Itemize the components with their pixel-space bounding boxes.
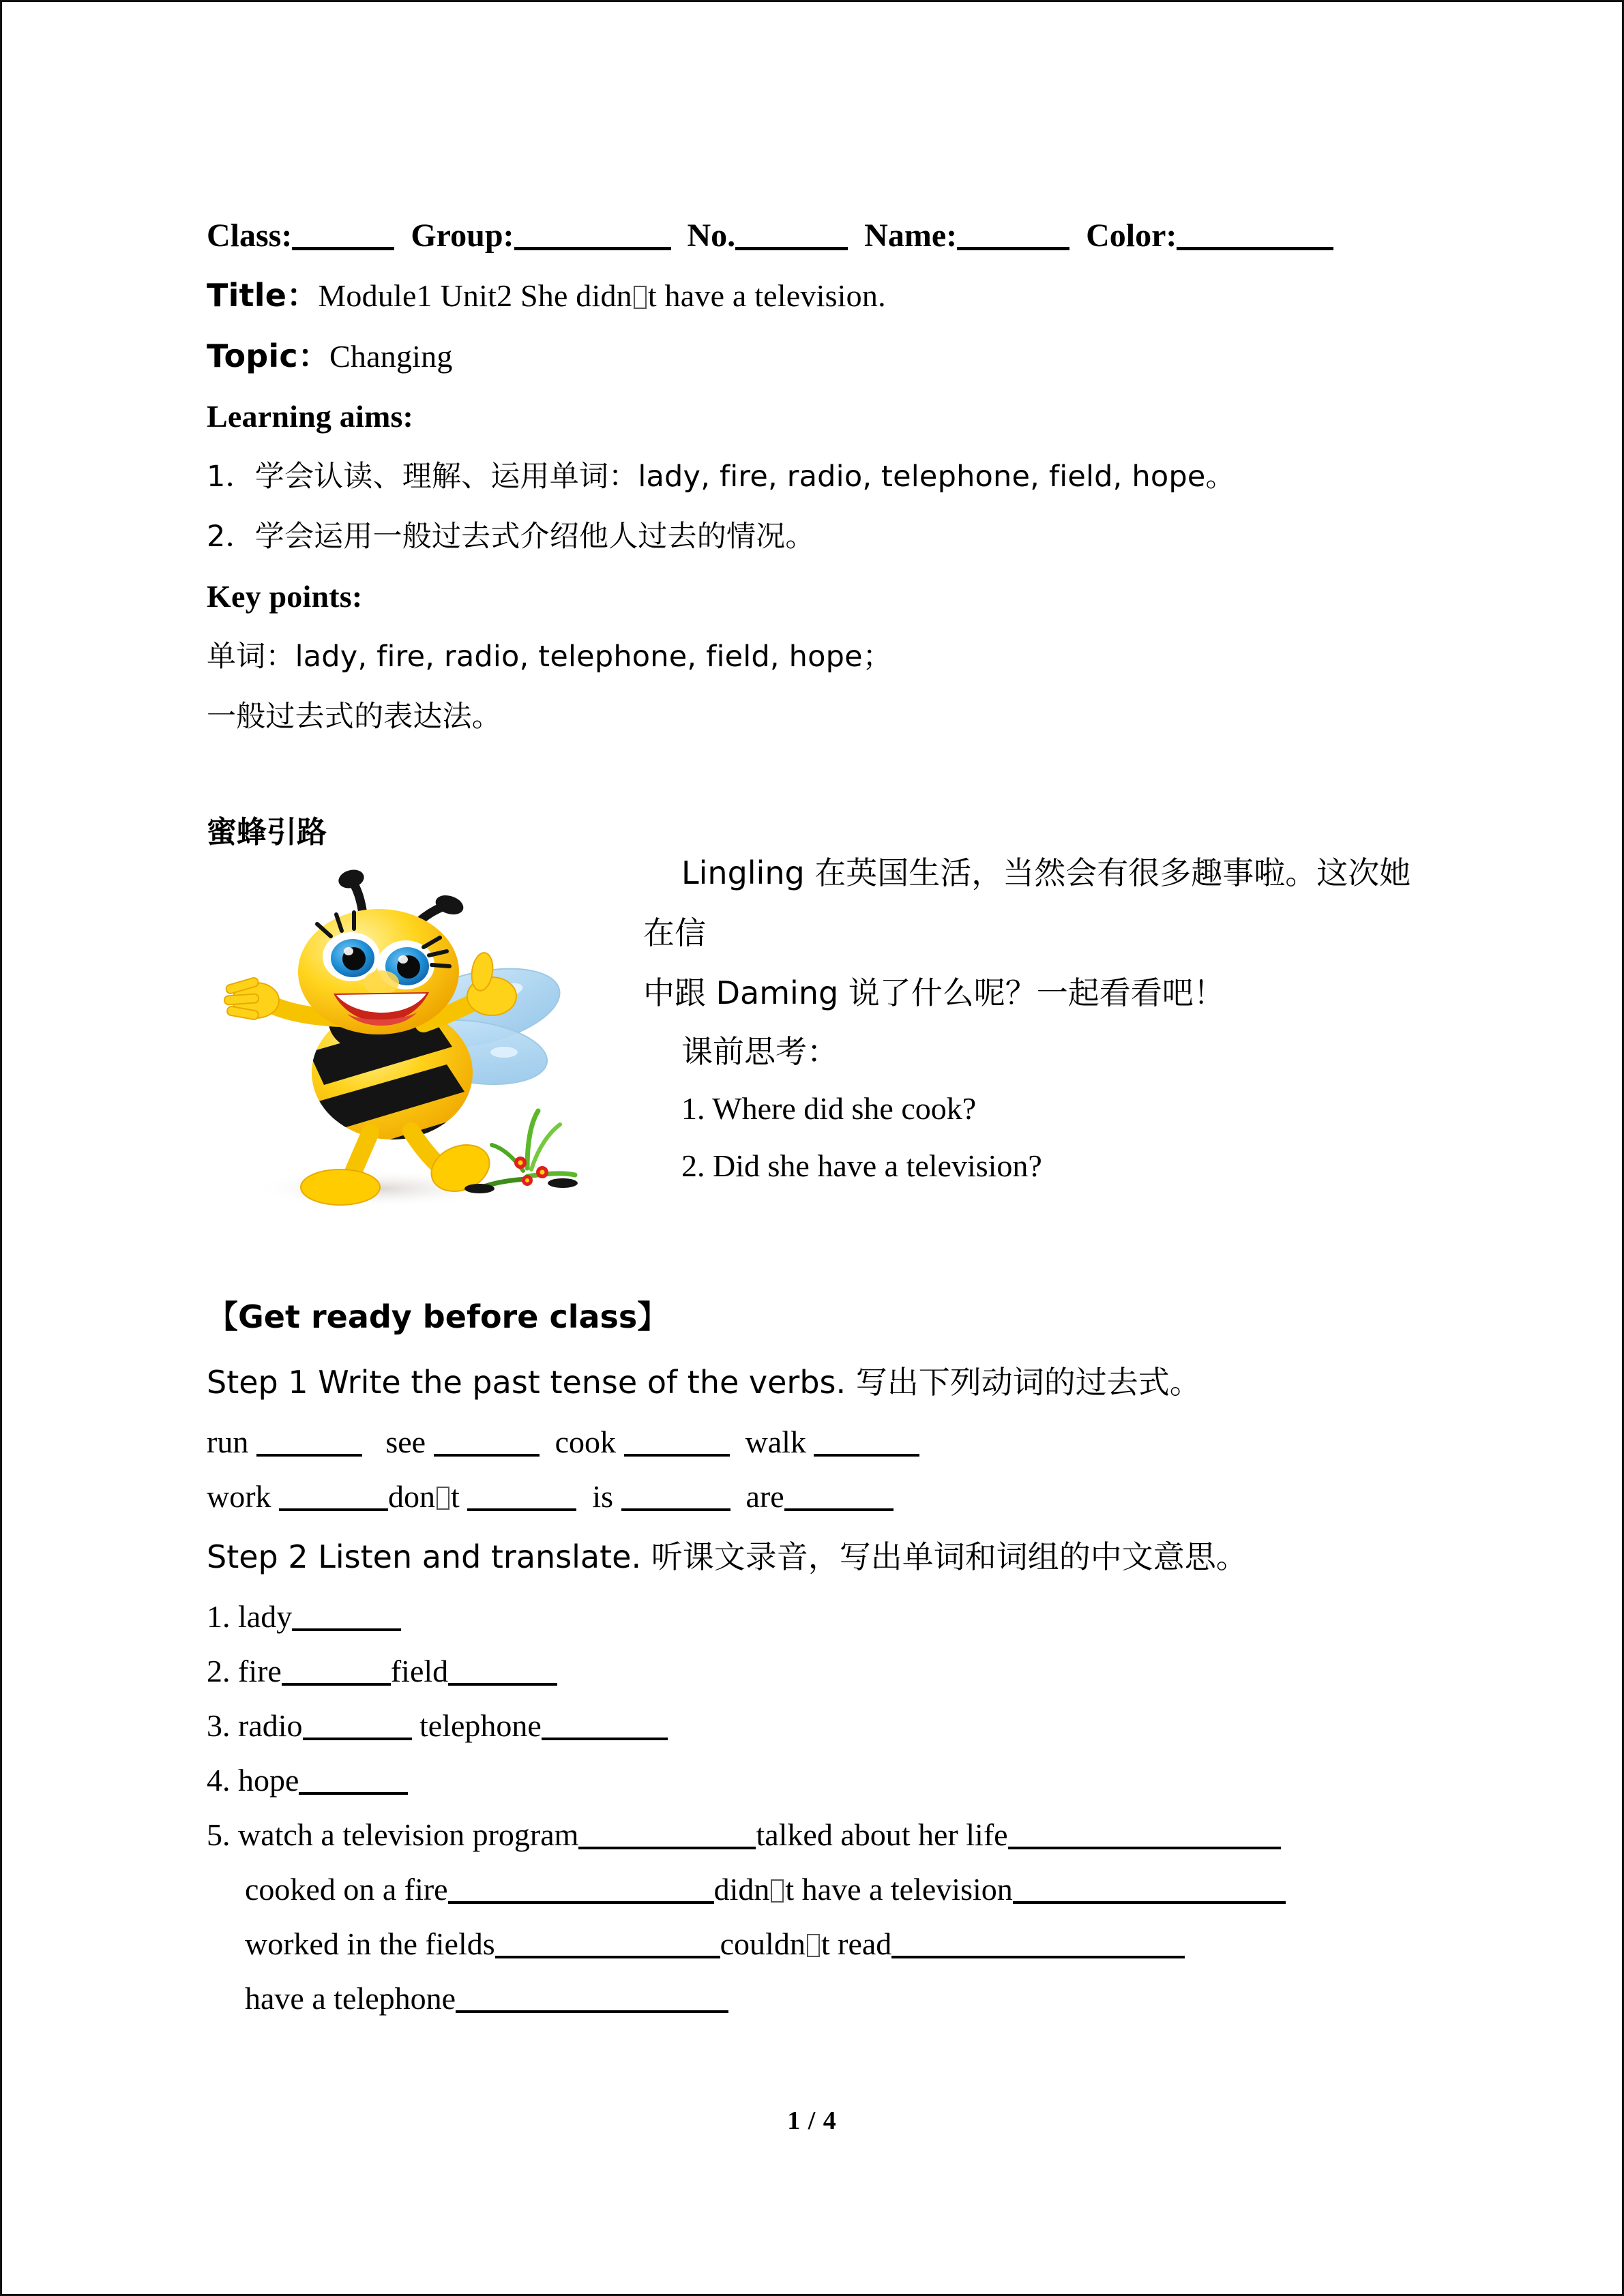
field-blank-name[interactable] [957, 230, 1069, 250]
missing-glyph-icon [807, 1934, 820, 1957]
translate-num-2: 2. [207, 1654, 231, 1688]
bee-intro-text [643, 843, 1434, 1195]
translate-item-5-row-3 [207, 1917, 1434, 1971]
verb-is: is [592, 1479, 614, 1514]
student-info-header [207, 207, 1434, 265]
verb-blank-dont[interactable] [467, 1491, 576, 1511]
phrase-didnt-have-tv-pre: didn [713, 1872, 770, 1907]
bee-prompt: 课前思考： [681, 1033, 838, 1070]
verb-dont: don [388, 1479, 436, 1514]
translate-blank-telephone[interactable] [542, 1720, 668, 1740]
verb-walk: walk [745, 1425, 806, 1459]
title-row [207, 265, 1434, 326]
key-points-line-2: 一般过去式的表达法。 [207, 700, 501, 734]
verb-work: work [207, 1479, 271, 1514]
phrase-cooked-on-a-fire: cooked on a fire [245, 1872, 448, 1907]
learning-aims-heading: Learning aims: [207, 399, 414, 434]
bee-section-title: 蜜蜂引路 [207, 815, 327, 850]
translate-blank-radio[interactable] [303, 1720, 412, 1740]
field-label-class: Class: [207, 218, 293, 254]
translate-blank-fire[interactable] [282, 1665, 391, 1686]
translate-word-telephone: telephone [411, 1708, 542, 1743]
get-ready-heading: 【Get ready before class】 [207, 1298, 669, 1335]
translate-blank-field[interactable] [448, 1665, 557, 1686]
field-blank-class[interactable] [292, 230, 394, 250]
verb-run: run [207, 1425, 249, 1459]
translate-word-lady: lady [238, 1599, 293, 1634]
field-label-color: Color: [1086, 218, 1177, 254]
verb-blank-run[interactable] [256, 1436, 362, 1457]
phrase-worked-in-the-fields: worked in the fields [245, 1926, 495, 1961]
title-value-part-a: Module1 Unit2 She didn [318, 278, 632, 313]
phrase-watch-tv-program: watch a television program [238, 1817, 579, 1852]
translate-item-1 [207, 1590, 1434, 1644]
bee-guide-section [207, 812, 1434, 1249]
phrase-blank-worked-in-the-fields[interactable] [495, 1938, 720, 1958]
bee-question-2: 2. Did she have a television? [681, 1148, 1042, 1183]
page-number: 1 / 4 [787, 2106, 837, 2135]
phrase-blank-have-a-telephone[interactable] [456, 1993, 728, 2013]
document-body [207, 207, 1434, 2026]
missing-glyph-icon [634, 286, 647, 309]
topic-value: Changing [329, 339, 453, 374]
translate-word-fire: fire [238, 1654, 282, 1688]
learning-aim-item-1: 1．学会认读、理解、运用单词：lady, fire, radio, telephone, field, hope。 [207, 460, 1235, 494]
title-value-part-b: t have a television. [647, 278, 886, 313]
verb-dont-suffix: t [451, 1479, 460, 1514]
bee-intro-line-1: Lingling 在英国生活，当然会有很多趣事啦。这次她在信 [643, 854, 1411, 951]
verb-blank-cook[interactable] [624, 1436, 730, 1457]
phrase-didnt-have-tv-post: t have a television [785, 1872, 1013, 1907]
field-blank-group[interactable] [514, 230, 671, 250]
translate-num-3: 3. [207, 1708, 231, 1743]
verb-are: are [745, 1479, 784, 1514]
verb-blank-walk[interactable] [814, 1436, 919, 1457]
verbs-row-2 [207, 1470, 1434, 1524]
translate-num-4: 4. [207, 1763, 231, 1798]
phrase-blank-cooked-on-a-fire[interactable] [448, 1883, 714, 1904]
field-label-group: Group: [411, 218, 514, 254]
bee-intro-line-2: 中跟 Daming 说了什么呢？一起看看吧！ [643, 974, 1225, 1011]
field-label-name: Name: [864, 218, 958, 254]
key-points-heading: Key points: [207, 579, 363, 614]
phrase-couldnt-read-post: t read [821, 1926, 892, 1961]
phrase-blank-couldnt-read[interactable] [891, 1938, 1185, 1958]
field-blank-color[interactable] [1177, 230, 1333, 250]
topic-row [207, 326, 1434, 387]
translate-item-3 [207, 1699, 1434, 1753]
verb-blank-is[interactable] [621, 1491, 730, 1511]
learning-aim-item-2: 2．学会运用一般过去式介绍他人过去的情况。 [207, 520, 815, 554]
bee-question-1: 1. Where did she cook? [681, 1091, 977, 1126]
verb-see: see [385, 1425, 426, 1459]
phrase-have-a-telephone: have a telephone [245, 1981, 456, 2016]
translate-blank-hope[interactable] [299, 1774, 408, 1795]
translate-num-1: 1. [207, 1599, 231, 1634]
verb-cook: cook [555, 1425, 616, 1459]
step-1-instruction: Step 1 Write the past tense of the verbs. 写出下列动词的过去式。 [207, 1364, 1201, 1401]
topic-label: Topic： [207, 338, 330, 374]
page-footer [2, 2106, 1622, 2136]
field-label-no: No. [687, 218, 736, 254]
cartoon-bee-illustration [207, 848, 589, 1229]
missing-glyph-icon [437, 1487, 449, 1510]
translate-blank-lady[interactable] [292, 1611, 401, 1631]
phrase-blank-didnt-have-tv[interactable] [1013, 1883, 1286, 1904]
translate-word-radio: radio [238, 1708, 303, 1743]
phrase-blank-talked-about-her-life[interactable] [1008, 1829, 1281, 1849]
translate-num-5: 5. [207, 1817, 231, 1852]
translate-item-5-row-2 [207, 1862, 1434, 1917]
verb-blank-see[interactable] [434, 1436, 540, 1457]
translate-item-5-row-4 [207, 1971, 1434, 2026]
translate-word-field: field [390, 1654, 449, 1688]
verb-blank-are[interactable] [784, 1491, 894, 1511]
phrase-couldnt-read-pre: couldn [720, 1926, 806, 1961]
phrase-talked-about-her-life: talked about her life [756, 1817, 1008, 1852]
translate-item-5-row-1 [207, 1808, 1434, 1862]
field-blank-no[interactable] [735, 230, 848, 250]
spacer [207, 747, 1434, 812]
phrase-blank-watch-tv-program[interactable] [578, 1829, 756, 1849]
missing-glyph-icon [771, 1879, 784, 1903]
spacer [207, 1249, 1434, 1284]
translate-item-2 [207, 1644, 1434, 1699]
title-label: Title： [207, 277, 319, 314]
step-2-instruction: Step 2 Listen and translate. 听课文录音，写出单词和词组的中文意思。 [207, 1538, 1247, 1575]
verbs-row-1 [207, 1415, 1434, 1470]
key-points-line-1: 单词：lady, fire, radio, telephone, field, hope； [207, 640, 892, 674]
translate-item-4 [207, 1753, 1434, 1808]
translate-word-hope: hope [238, 1763, 299, 1798]
verb-blank-work[interactable] [279, 1491, 388, 1511]
